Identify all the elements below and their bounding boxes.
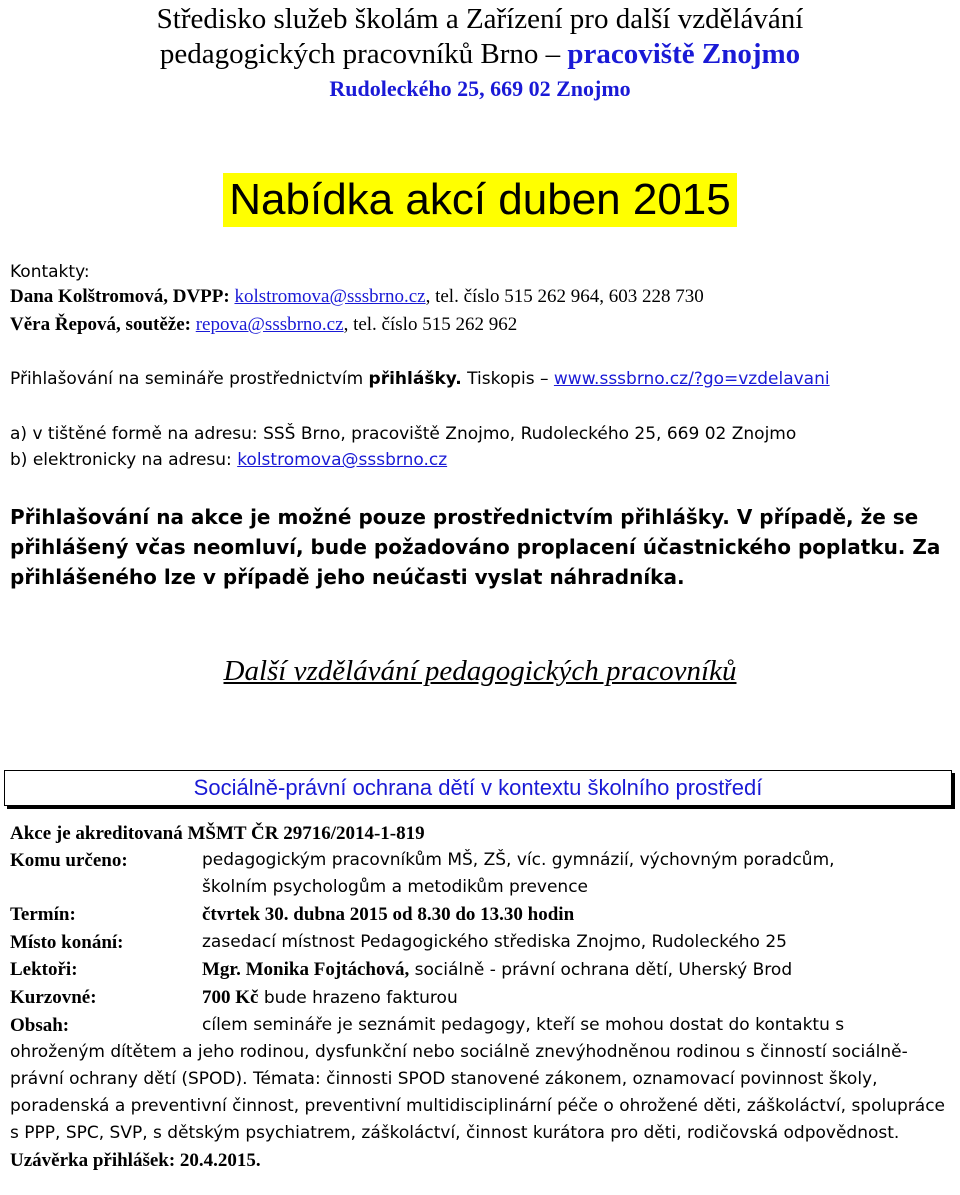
content-description: ohroženým dítětem a jeho rodinou, dysfunkční nebo sociálně znevýhodněnou rodinou s činností sociálně-právní ochrany dětí (SPOD). Témata: činnosti SPOD stanovené zákonem, oznamovací povinnost školy, poradenská a preventivní činnost, preventivní multidisciplinární péče o ohrožené děti, záškoláctví, spolupráce s PPP, SPC, SVP, s dětským psychiatrem, záškoláctví, činnost kurátora pro děti, rodičovská odpovědnost.	[10, 1042, 945, 1143]
fee-amount: 700 Kč	[202, 987, 259, 1008]
target-row	[10, 847, 955, 901]
place-row	[10, 929, 955, 956]
organization-branch: pedagogických pracovníků Brno – pracoviště Znojmo	[159, 38, 801, 70]
course-title-box	[4, 770, 952, 806]
registration-info: Přihlašování na semináře prostřednictvím přihlášky. Tiskopis – www.sssbrno.cz/?go=vzdelavani	[10, 369, 830, 389]
section-title: Další vzdělávání pedagogických pracovníků	[223, 655, 737, 687]
content-label: Obsah:	[10, 1015, 70, 1036]
content-first-line: cílem semináře je seznámit pedagogy, kteří se mohou dostat do kontaktu s	[202, 1015, 845, 1035]
date-value: čtvrtek 30. dubna 2015 od 8.30 do 13.30 hodin	[202, 904, 575, 925]
registration-option-b: b) elektronicky na adresu: kolstromova@sssbrno.cz	[10, 450, 448, 470]
branch-name: pracoviště Znojmo	[567, 38, 801, 70]
registration-option-a: a) v tištěné formě na adresu: SSŠ Brno, pracoviště Znojmo, Rudoleckého 25, 669 02 Znojmo	[10, 424, 797, 444]
email-link-registration[interactable]: kolstromova@sssbrno.cz	[237, 450, 448, 470]
course-details	[10, 820, 955, 1174]
lecturer-row	[10, 956, 955, 984]
fee-label: Kurzovné:	[10, 987, 97, 1008]
contact-repova: Věra Řepová, soutěže: repova@sssbrno.cz, tel. číslo 515 262 962	[10, 314, 518, 335]
organization-name: Středisko služeb školám a Zařízení pro další vzdělávání	[156, 3, 804, 35]
contacts-label: Kontakty:	[10, 262, 90, 282]
registration-form-link[interactable]: www.sssbrno.cz/?go=vzdelavani	[553, 369, 830, 389]
offer-title: Nabídka akcí duben 2015	[0, 173, 960, 227]
registration-deadline: Uzávěrka přihlášek: 20.4.2015.	[10, 1150, 261, 1171]
document-header	[0, 0, 960, 106]
content-row	[10, 1012, 955, 1039]
contact-kolstromova: Dana Kolštromová, DVPP: kolstromova@sssbrno.cz, tel. číslo 515 262 964, 603 228 730	[10, 286, 704, 307]
place-value: zasedací místnost Pedagogického střediska Znojmo, Rudoleckého 25	[202, 932, 787, 952]
registration-warning: Přihlašování na akce je možné pouze prostřednictvím přihlášky. V případě, že se přihlášený včas neomluví, bude požadováno proplacení účastnického poplatku. Za přihlášeného lze v případě jeho neúčasti vyslat náhradníka.	[10, 505, 941, 589]
date-label: Termín:	[10, 904, 76, 925]
target-value: pedagogickým pracovníkům MŠ, ZŠ, víc. gymnázií, výchovným poradcům, školním psychologům a metodikům prevence	[202, 850, 835, 897]
accreditation: Akce je akreditovaná MŠMT ČR 29716/2014-1-819	[10, 823, 425, 844]
email-link-repova[interactable]: repova@sssbrno.cz	[195, 314, 344, 335]
organization-address: Rudoleckého 25, 669 02 Znojmo	[329, 76, 631, 101]
course-title: Sociálně-právní ochrana dětí v kontextu školního prostředí	[193, 775, 763, 800]
date-row	[10, 901, 955, 929]
target-label: Komu určeno:	[10, 850, 128, 871]
fee-row: Kurzovné: 700 Kč bude hrazeno fakturou	[10, 984, 955, 1012]
place-label: Místo konání:	[10, 932, 124, 953]
email-link-kolstromova[interactable]: kolstromova@sssbrno.cz	[234, 286, 426, 307]
lecturer-description: sociálně - právní ochrana dětí, Uherský Brod	[409, 960, 793, 980]
lecturer-label: Lektoři:	[10, 959, 78, 980]
lecturer-name: Mgr. Monika Fojtáchová,	[202, 959, 410, 980]
